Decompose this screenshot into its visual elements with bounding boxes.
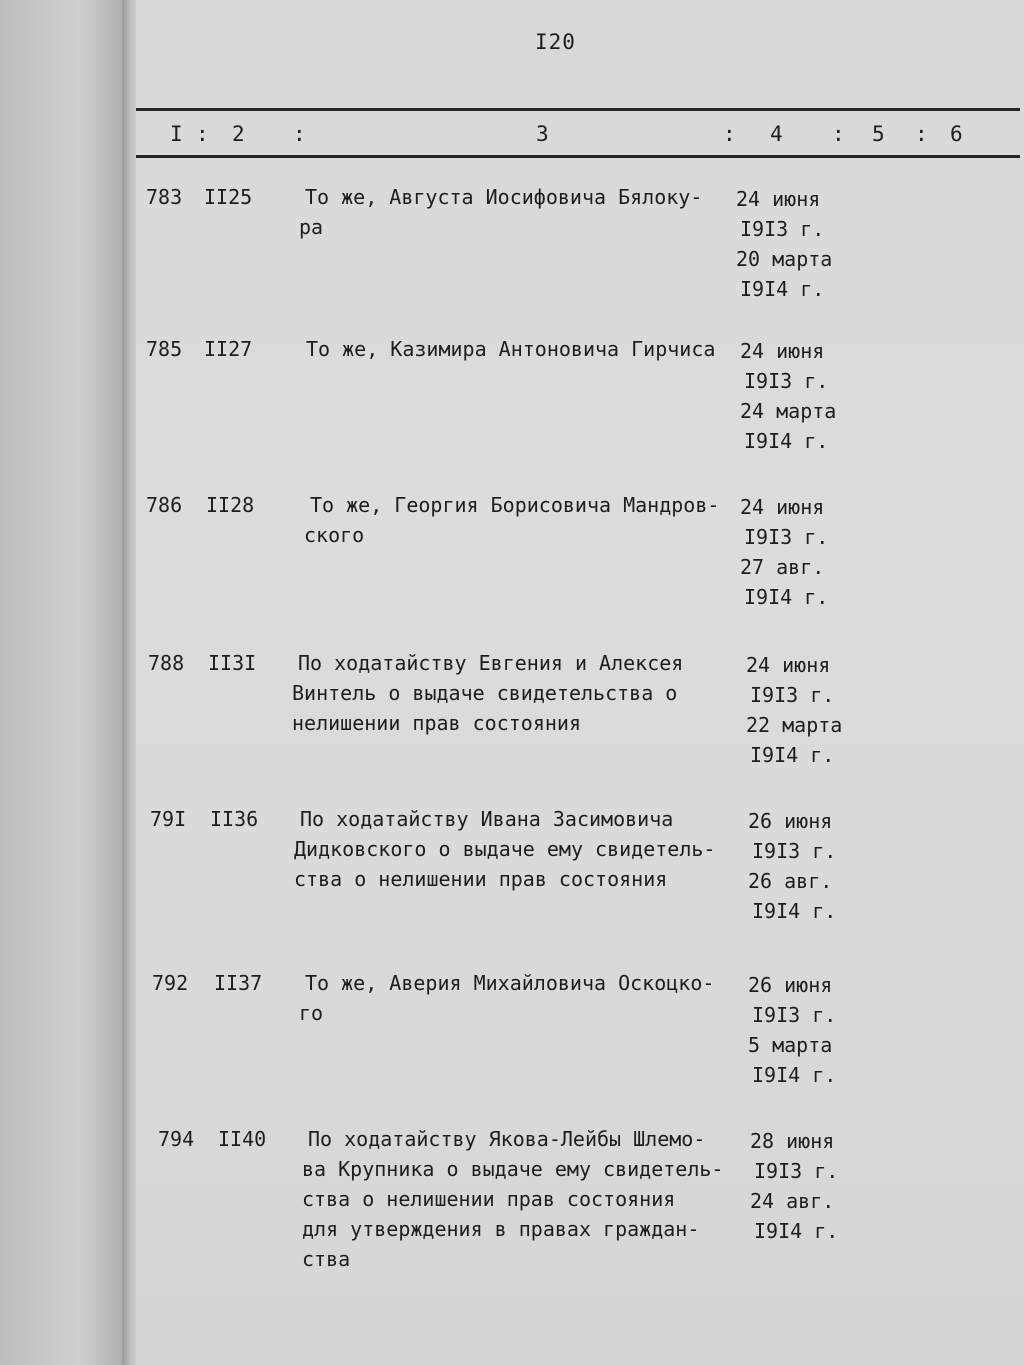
date-line: I9I4 г. xyxy=(744,429,829,453)
description-line: Винтель о выдаче свидетельства о xyxy=(292,681,678,705)
entry-number: 783 xyxy=(146,185,183,209)
date-line: I9I4 г. xyxy=(752,899,837,923)
entry-number: 785 xyxy=(146,337,183,361)
header-rule-bottom xyxy=(136,155,1020,158)
date-line: I9I4 г. xyxy=(740,277,825,301)
date-line: 26 июня xyxy=(748,809,833,833)
col-head-6: 6 xyxy=(950,122,963,146)
page-number: I20 xyxy=(535,30,576,54)
description-line: для утверждения в правах граждан- xyxy=(302,1217,700,1241)
description-line: ского xyxy=(304,523,365,547)
date-line: 24 марта xyxy=(740,399,837,423)
date-line: I9I4 г. xyxy=(752,1063,837,1087)
date-line: 24 июня xyxy=(736,187,821,211)
file-number: II3I xyxy=(208,651,257,675)
date-line: 24 июня xyxy=(746,653,831,677)
description-line: То же, Аверия Михайловича Оскоцко- xyxy=(305,971,715,995)
date-line: 5 марта xyxy=(748,1033,833,1057)
col-head-4: 4 xyxy=(770,122,783,146)
file-number: II28 xyxy=(206,493,255,517)
date-line: 24 июня xyxy=(740,495,825,519)
header-rule-top xyxy=(136,108,1020,111)
entry-number: 792 xyxy=(152,971,189,995)
description-line: Дидковского о выдаче ему свидетель- xyxy=(294,837,716,861)
entry-number: 794 xyxy=(158,1127,195,1151)
description-line: ра xyxy=(299,215,324,239)
entry-number: 79I xyxy=(150,807,187,831)
description-line: По ходатайству Якова-Лейбы Шлемо- xyxy=(308,1127,706,1151)
description-line: ства о нелишении прав состояния xyxy=(302,1187,676,1211)
date-line: I9I3 г. xyxy=(752,839,837,863)
col-head-sep: : xyxy=(915,122,928,146)
description-line: нелишении прав состояния xyxy=(292,711,581,735)
entry-number: 786 xyxy=(146,493,183,517)
description-line: То же, Августа Иосифовича Бялоку- xyxy=(305,185,703,209)
description-line: По ходатайству Ивана Засимовича xyxy=(300,807,674,831)
date-line: I9I3 г. xyxy=(740,217,825,241)
entry-number: 788 xyxy=(148,651,185,675)
date-line: I9I3 г. xyxy=(750,683,835,707)
date-line: I9I3 г. xyxy=(744,369,829,393)
file-number: II40 xyxy=(218,1127,267,1151)
col-head-2: 2 xyxy=(232,122,245,146)
facing-page xyxy=(0,0,132,1365)
description-line: ства о нелишении прав состояния xyxy=(294,867,668,891)
col-head-5: 5 xyxy=(872,122,885,146)
date-line: I9I4 г. xyxy=(744,585,829,609)
date-line: 24 июня xyxy=(740,339,825,363)
date-line: 26 авг. xyxy=(748,869,833,893)
col-head-sep: : xyxy=(293,122,306,146)
date-line: 24 авг. xyxy=(750,1189,835,1213)
date-line: 20 марта xyxy=(736,247,833,271)
date-line: 28 июня xyxy=(750,1129,835,1153)
description-line: ва Крупника о выдаче ему свидетель- xyxy=(302,1157,724,1181)
date-line: 27 авг. xyxy=(740,555,825,579)
file-number: II37 xyxy=(214,971,263,995)
col-head-3: 3 xyxy=(536,122,549,146)
file-number: II27 xyxy=(204,337,253,361)
description-line: То же, Георгия Борисовича Мандров- xyxy=(310,493,720,517)
description-line: По ходатайству Евгения и Алексея xyxy=(298,651,684,675)
file-number: II36 xyxy=(210,807,259,831)
description-line: го xyxy=(299,1001,324,1025)
description-line: ства xyxy=(302,1247,351,1271)
date-line: I9I3 г. xyxy=(754,1159,839,1183)
date-line: I9I3 г. xyxy=(744,525,829,549)
date-line: I9I4 г. xyxy=(750,743,835,767)
col-head-1: I xyxy=(170,122,183,146)
date-line: 26 июня xyxy=(748,973,833,997)
description-line: То же, Казимира Антоновича Гирчиса xyxy=(306,337,716,361)
date-line: I9I3 г. xyxy=(752,1003,837,1027)
date-line: 22 марта xyxy=(746,713,843,737)
col-head-sep: : xyxy=(723,122,736,146)
file-number: II25 xyxy=(204,185,253,209)
col-head-sep: : xyxy=(832,122,845,146)
col-head-sep: : xyxy=(196,122,209,146)
date-line: I9I4 г. xyxy=(754,1219,839,1243)
